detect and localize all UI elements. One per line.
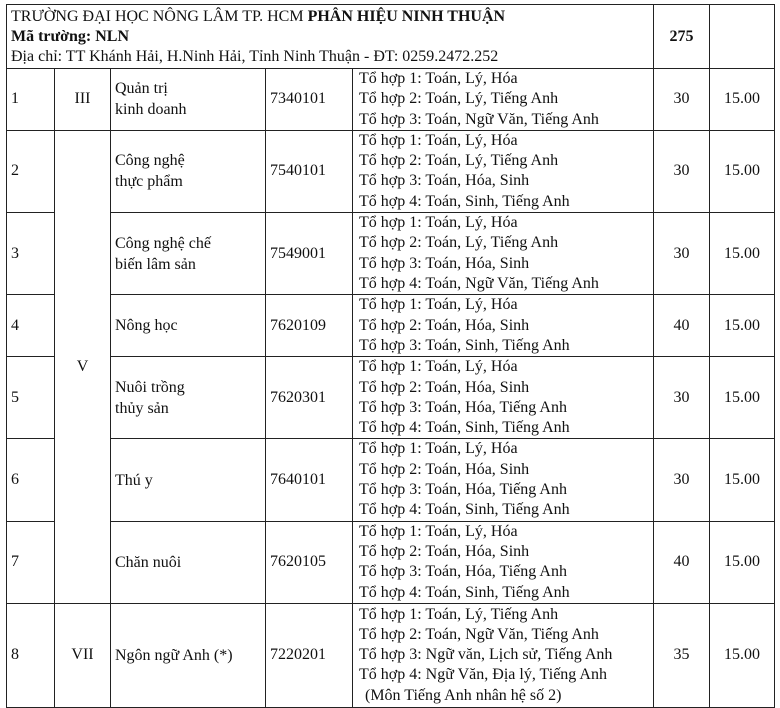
quota: 40 bbox=[654, 521, 710, 603]
major-name: Quản trị kinh doanh bbox=[111, 69, 266, 131]
major-code: 7340101 bbox=[266, 69, 353, 131]
school-code: Mã trường: NLN bbox=[11, 27, 129, 45]
major-code: 7549001 bbox=[266, 213, 353, 295]
subject-combinations: Tổ hợp 1: Toán, Lý, Tiếng Anh Tổ hợp 2: Toán, Ngữ Văn, Tiếng Anh Tổ hợp 3: Ngữ văn, Lịch sử, Tiếng Anh Tổ hợp 4: Ngữ Văn, Địa lý, Tiếng Anh (Môn Tiếng Anh nhân hệ số 2) bbox=[353, 603, 654, 707]
major-name: Chăn nuôi bbox=[111, 521, 266, 603]
header-empty-cell bbox=[710, 5, 775, 69]
major-name: Nông học bbox=[111, 295, 266, 357]
major-name: Công nghệ chế biến lâm sản bbox=[111, 213, 266, 295]
subject-combinations: Tổ hợp 1: Toán, Lý, Hóa Tổ hợp 2: Toán, Hóa, Sinh Tổ hợp 3: Toán, Hóa, Tiếng Anh Tổ hợp 4: Toán, Sinh, Tiếng Anh bbox=[353, 439, 654, 521]
header-row bbox=[7, 5, 775, 69]
subject-combinations: Tổ hợp 1: Toán, Lý, Hóa Tổ hợp 2: Toán, Hóa, Sinh Tổ hợp 3: Toán, Hóa, Tiếng Anh Tổ hợp 4: Toán, Sinh, Tiếng Anh bbox=[353, 357, 654, 439]
min-score: 15.00 bbox=[710, 357, 775, 439]
school-address: Địa chỉ: TT Khánh Hải, H.Ninh Hải, Tỉnh Ninh Thuận - ĐT: 0259.2472.252 bbox=[11, 47, 499, 65]
quota: 40 bbox=[654, 295, 710, 357]
quota: 30 bbox=[654, 439, 710, 521]
admissions-table-document bbox=[6, 4, 774, 708]
school-title bbox=[11, 7, 649, 27]
quota: 30 bbox=[654, 357, 710, 439]
row-stt: 1 bbox=[7, 69, 55, 131]
subject-combinations: Tổ hợp 1: Toán, Lý, Hóa Tổ hợp 2: Toán, Hóa, Sinh Tổ hợp 3: Toán, Sinh, Tiếng Anh bbox=[353, 295, 654, 357]
major-code: 7620301 bbox=[266, 357, 353, 439]
total-quota: 275 bbox=[654, 5, 710, 69]
subject-combinations: Tổ hợp 1: Toán, Lý, Hóa Tổ hợp 2: Toán, Lý, Tiếng Anh Tổ hợp 3: Toán, Ngữ Văn, Tiếng Anh bbox=[353, 69, 654, 131]
subject-combinations: Tổ hợp 1: Toán, Lý, Hóa Tổ hợp 2: Toán, Hóa, Sinh Tổ hợp 3: Toán, Hóa, Tiếng Anh Tổ hợp 4: Toán, Sinh, Tiếng Anh bbox=[353, 521, 654, 603]
group-label: VII bbox=[55, 603, 111, 707]
row-stt: 2 bbox=[7, 130, 55, 212]
quota: 30 bbox=[654, 69, 710, 131]
min-score: 15.00 bbox=[710, 130, 775, 212]
subject-combinations: Tổ hợp 1: Toán, Lý, Hóa Tổ hợp 2: Toán, Lý, Tiếng Anh Tổ hợp 3: Toán, Hóa, Sinh Tổ hợp 4: Toán, Ngữ Văn, Tiếng Anh bbox=[353, 213, 654, 295]
admissions-table bbox=[6, 4, 775, 708]
table-row bbox=[7, 439, 775, 521]
row-stt: 7 bbox=[7, 521, 55, 603]
school-name: TRƯỜNG ĐẠI HỌC NÔNG LÂM TP. HCM bbox=[11, 7, 304, 25]
min-score: 15.00 bbox=[710, 69, 775, 131]
table-row bbox=[7, 603, 775, 707]
major-name: Ngôn ngữ Anh (*) bbox=[111, 603, 266, 707]
major-name: Thú y bbox=[111, 439, 266, 521]
table-row bbox=[7, 521, 775, 603]
major-code: 7540101 bbox=[266, 130, 353, 212]
quota: 35 bbox=[654, 603, 710, 707]
min-score: 15.00 bbox=[710, 439, 775, 521]
table-row bbox=[7, 130, 775, 212]
school-header-cell bbox=[7, 5, 654, 69]
min-score: 15.00 bbox=[710, 603, 775, 707]
min-score: 15.00 bbox=[710, 521, 775, 603]
combo-note: (Môn Tiếng Anh nhân hệ số 2) bbox=[365, 686, 562, 704]
branch-name: PHÂN HIỆU NINH THUẬN bbox=[307, 7, 506, 25]
major-code: 7640101 bbox=[266, 439, 353, 521]
row-stt: 3 bbox=[7, 213, 55, 295]
quota: 30 bbox=[654, 130, 710, 212]
min-score: 15.00 bbox=[710, 295, 775, 357]
group-label: III bbox=[55, 69, 111, 131]
major-name: Nuôi trồng thủy sản bbox=[111, 357, 266, 439]
quota: 30 bbox=[654, 213, 710, 295]
major-code: 7220201 bbox=[266, 603, 353, 707]
row-stt: 5 bbox=[7, 357, 55, 439]
row-stt: 8 bbox=[7, 603, 55, 707]
table-row bbox=[7, 69, 775, 131]
major-name: Công nghệ thực phẩm bbox=[111, 130, 266, 212]
row-stt: 6 bbox=[7, 439, 55, 521]
major-code: 7620105 bbox=[266, 521, 353, 603]
subject-combinations: Tổ hợp 1: Toán, Lý, Hóa Tổ hợp 2: Toán, Lý, Tiếng Anh Tổ hợp 3: Toán, Hóa, Sinh Tổ hợp 4: Toán, Sinh, Tiếng Anh bbox=[353, 130, 654, 212]
min-score: 15.00 bbox=[710, 213, 775, 295]
table-row bbox=[7, 213, 775, 295]
table-row bbox=[7, 295, 775, 357]
table-row bbox=[7, 357, 775, 439]
major-code: 7620109 bbox=[266, 295, 353, 357]
row-stt: 4 bbox=[7, 295, 55, 357]
group-label: V bbox=[55, 130, 111, 603]
